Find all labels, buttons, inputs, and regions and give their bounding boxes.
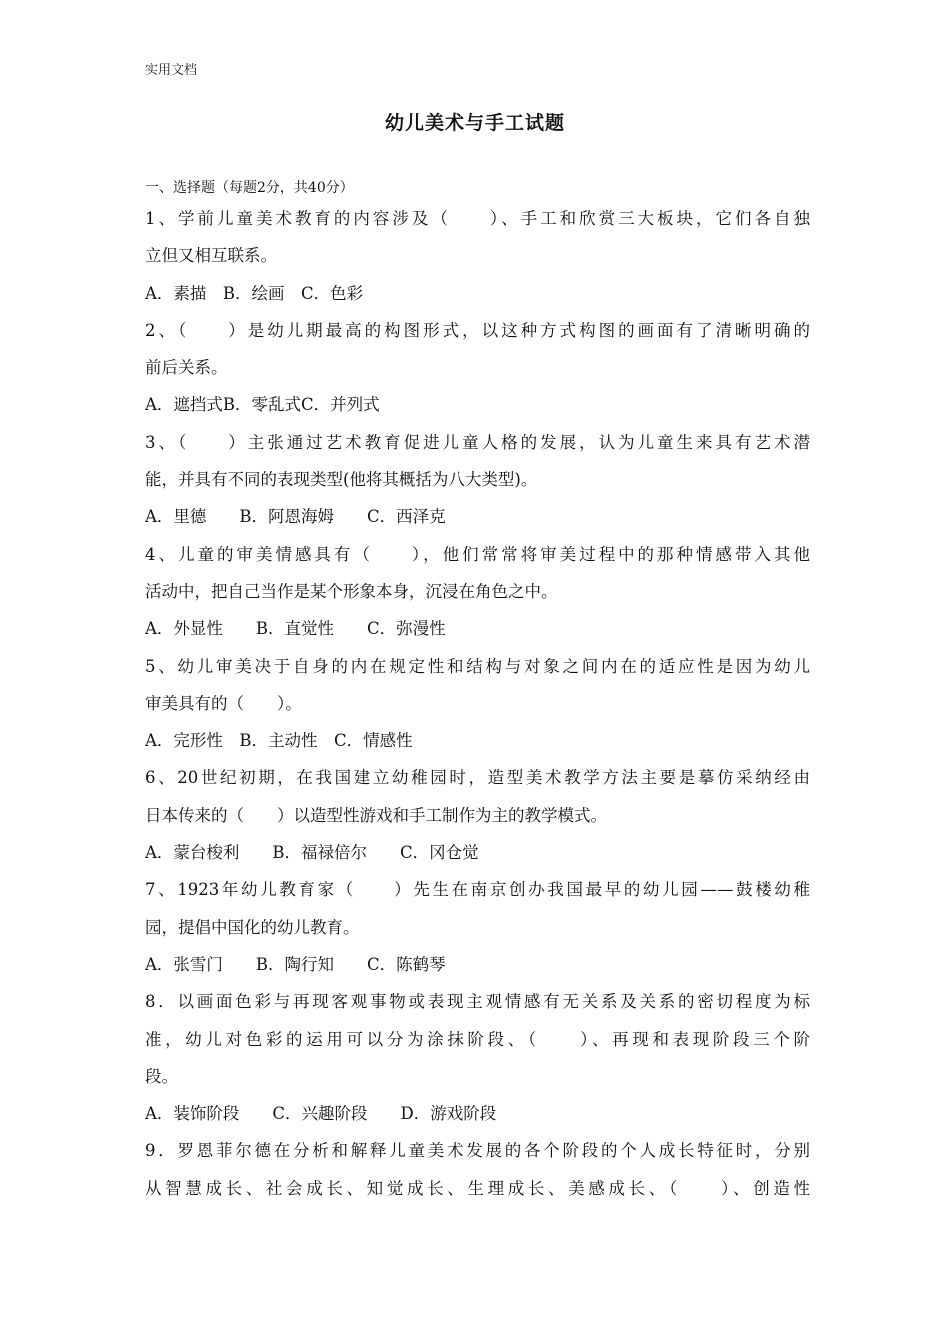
question-text-line: 活动中，把自己当作是某个形象本身，沉浸在角色之中。 xyxy=(145,581,558,601)
question-text-line: 日本传来的（ ）以造型性游戏和手工制作为主的教学模式。 xyxy=(145,805,607,825)
answer-options-line: A．完形性 B．主动性 C．情感性 xyxy=(145,731,413,751)
answer-options-line: A．里德 B．阿恩海姆 C．西泽克 xyxy=(145,507,446,527)
document-title: 幼儿美术与手工试题 xyxy=(384,112,565,134)
answer-options-line: A．素描 B．绘画 C．色彩 xyxy=(145,283,364,303)
question-text-line: 从智慧成长、社会成长、知觉成长、生理成长、美感成长、（ ）、创造性 xyxy=(145,1178,810,1198)
question-text-line: 2、（ ）是幼儿期最高的构图形式，以这种方式构图的画面有了清晰明确的 xyxy=(145,320,810,340)
page-header-label: 实用文档 xyxy=(145,63,198,78)
question-text-line: 能，并具有不同的表现类型(他将其概括为八大类型)。 xyxy=(145,470,538,490)
question-text-line: 园，提倡中国化的幼儿教育。 xyxy=(145,917,360,937)
question-text-line: 6、20世纪初期，在我国建立幼稚园时，造型美术教学方法主要是摹仿采纳经由 xyxy=(145,768,810,788)
question-text-line: 9．罗恩菲尔德在分析和解释儿童美术发展的各个阶段的个人成长特征时，分别 xyxy=(145,1141,810,1161)
question-text-line: 7、1923年幼儿教育家（ ）先生在南京创办我国最早的幼儿园——鼓楼幼稚 xyxy=(145,880,810,900)
question-text-line: 准，幼儿对色彩的运用可以分为涂抹阶段、（ ）、再现和表现阶段三个阶 xyxy=(145,1029,810,1049)
question-text-line: 3、（ ）主张通过艺术教育促进儿童人格的发展，认为儿童生来具有艺术潜 xyxy=(145,432,810,452)
question-text-line: 4、儿童的审美情感具有（ ），他们常常将审美过程中的那种情感带入其他 xyxy=(145,544,810,564)
question-text-line: 立但又相互联系。 xyxy=(145,246,277,266)
answer-options-line: A．蒙台梭利 B．福禄倍尔 C．冈仓觉 xyxy=(145,843,479,863)
answer-options-line: A．装饰阶段 C．兴趣阶段 D．游戏阶段 xyxy=(145,1104,497,1124)
answer-options-line: A．外显性 B．直觉性 C．弥漫性 xyxy=(145,619,446,639)
question-text-line: 8．以画面色彩与再现客观事物或表现主观情感有无关系及关系的密切程度为标 xyxy=(145,992,810,1012)
question-text-line: 段。 xyxy=(145,1066,178,1086)
section-heading: 一、选择题（每题2分，共40分） xyxy=(145,180,354,196)
question-list xyxy=(145,200,810,1207)
question-text-line: 前后关系。 xyxy=(145,358,228,378)
answer-options-line: A．张雪门 B．陶行知 C．陈鹤琴 xyxy=(145,954,446,974)
question-text-line: 审美具有的（ ）。 xyxy=(145,693,302,713)
question-text-line: 1、学前儿童美术教育的内容涉及（ ）、手工和欣赏三大板块，它们各自独 xyxy=(145,209,810,228)
question-text-line: 5、幼儿审美决于自身的内在规定性和结构与对象之间内在的适应性是因为幼儿 xyxy=(145,656,810,676)
answer-options-line: A．遮挡式B．零乱式C．并列式 xyxy=(145,395,380,415)
